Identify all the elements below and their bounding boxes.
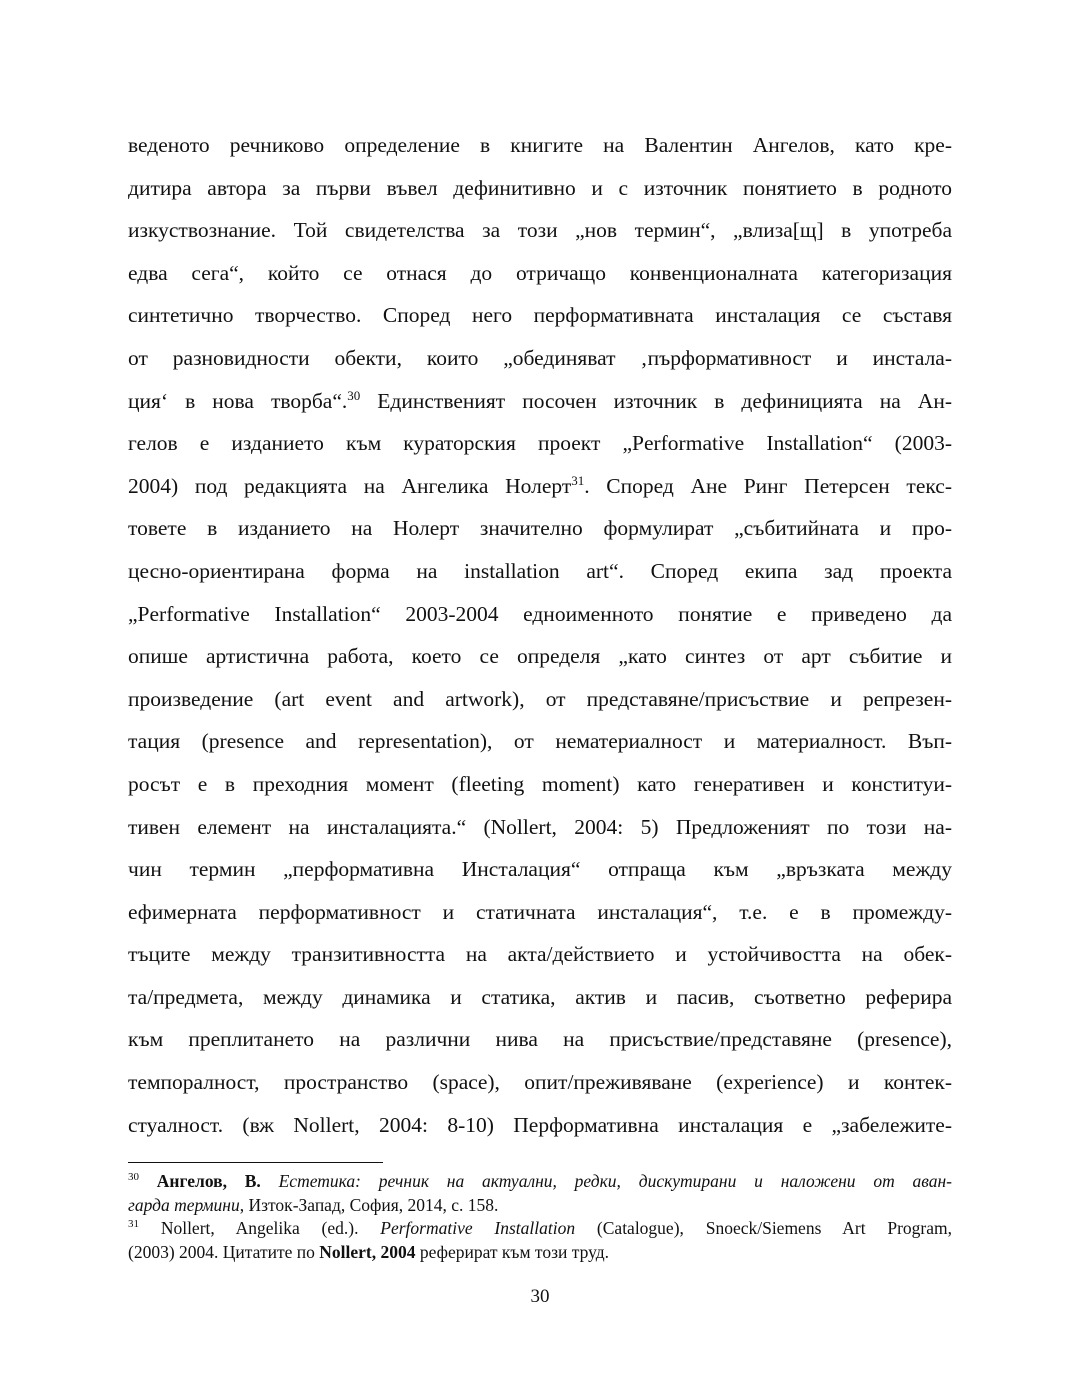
body-line-14: произведение (art event and artwork), от представяне/присъствие и репрезен- (128, 686, 952, 711)
footnote-31-title: Performative Installation (380, 1218, 576, 1239)
body-line-13: опише артистична работа, което се определя „като синтез от арт събитие и (128, 644, 952, 669)
body-line-7-text-a: ция‘ в нова творба“. (128, 388, 348, 413)
footnote-31-text-c: (2003) 2004. Цитатите по (128, 1241, 320, 1262)
footnotes (128, 1170, 952, 1264)
body-line-2: дитира автора за първи въвел дефинитивно и с източник понятието в родното (128, 175, 952, 200)
body-line-5: синтетично творчество. Според него перформативната инсталация се съставя (128, 303, 952, 328)
footnote-30-author: Ангелов, В. (156, 1171, 261, 1191)
body-line-9-text-b: . Според Ане Ринг Петерсен текс- (584, 473, 952, 498)
body-line-22: към преплитането на различни нива на присъствие/представяне (presence), (128, 1027, 952, 1052)
body-line-4: едва сега“, който се отнася до отричащо конвенционалната категоризация (128, 260, 952, 285)
footnote-separator (128, 1162, 383, 1163)
body-line-12: „Performative Installation“ 2003-2004 едноименното понятие е приведено да (128, 601, 952, 626)
footnote-ref-31[interactable]: 31 (571, 472, 585, 488)
body-line-23: темпоралност, пространство (space), опит/преживяване (experience) и контек- (128, 1070, 952, 1095)
body-line-19: ефимерната перформативност и статичната инсталация“, т.е. е в промежду- (128, 899, 952, 924)
body-line-11: цесно-ориентирана форма на installation art“. Според екипа зад проекта (128, 558, 952, 583)
body-line-16: росът е в преходния момент (fleeting moment) като генеративен и конституи- (128, 771, 952, 796)
body-text (128, 124, 952, 1146)
footnote-30-title-b: гарда термини (128, 1194, 240, 1215)
footnote-31-line-2 (128, 1241, 952, 1265)
footnote-31-text-b: (Catalogue), Snoeck/Siemens Art Program, (575, 1218, 952, 1239)
body-line-9-text-a: 2004) под редакцията на Ангелика Нолерт (128, 473, 572, 498)
footnote-30-rest: , Изток-Запад, София, 2014, с. 158. (239, 1194, 499, 1215)
body-line-3: изкуствознание. Той свидетелства за този „нов термин“, „влиза[щ] в употреба (128, 218, 952, 243)
body-line-6: от разновидности обекти, които „обединяват ‚пърформативност и инстала- (128, 345, 952, 370)
footnote-30-number: 30 (128, 1171, 139, 1184)
footnote-31-text-a: Nollert, Angelika (ed.). (160, 1218, 381, 1239)
page-number: 30 (530, 1286, 550, 1307)
footnote-31-line-1 (128, 1217, 952, 1241)
footnote-30-line-2 (128, 1194, 952, 1218)
body-line-10: товете в изданието на Нолерт значително формулират „събитийната и про- (128, 516, 952, 541)
body-line-18: чин термин „перформативна Инсталация“ отпраща към „връзката между (128, 857, 952, 882)
body-line-1: веденото речниково определение в книгите на Валентин Ангелов, като кре- (128, 133, 952, 157)
body-line-9 (128, 465, 952, 508)
footnote-30-title-a: Естетика: речник на актуални, редки, дискутирани и наложени от аван- (278, 1171, 952, 1191)
body-line-20: тъците между транзитивността на акта/действието и устойчивостта на обек- (128, 942, 952, 967)
footnote-31-text-d: реферират към този труд. (415, 1241, 610, 1262)
body-line-8: гелов е изданието към кураторския проект „Performative Installation“ (2003- (128, 431, 952, 456)
footnote-ref-30[interactable]: 30 (347, 387, 361, 403)
footnote-30-line-1 (128, 1170, 952, 1194)
body-line-7-text-b: Единственият посочен източник в дефиницията на Ан- (360, 388, 952, 413)
footnote-31-number: 31 (128, 1218, 139, 1231)
body-line-24: стуалност. (вж Nollert, 2004: 8-10) Перформативна инсталация е „забележите- (128, 1112, 952, 1137)
body-line-17: тивен елемент на инсталацията.“ (Nollert, 2004: 5) Предложеният по този на- (128, 814, 952, 839)
footnote-31-bold: Nollert, 2004 (319, 1241, 416, 1262)
body-line-15: тация (presence and representation), от нематериалност и материалност. Въп- (128, 729, 952, 754)
body-line-7 (128, 380, 952, 423)
body-line-21: та/предмета, между динамика и статика, актив и пасив, съответно реферира (128, 984, 952, 1009)
